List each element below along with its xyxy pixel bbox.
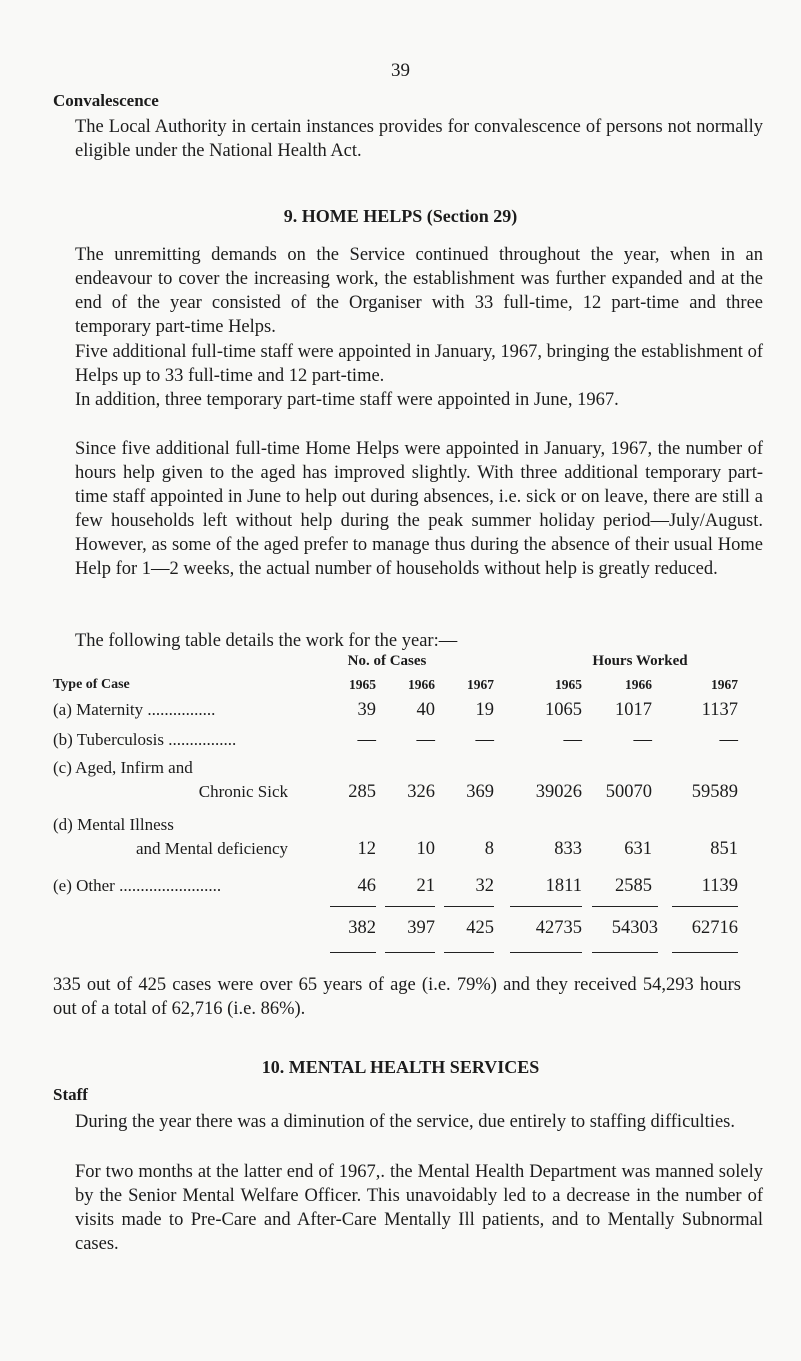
convalescence-paragraph: The Local Authority in certain instances provides for convalescence of persons not normally eligible under the National Health Act. [75,117,763,161]
cell: — [475,730,494,750]
cell: 369 [466,782,494,802]
row-label: (d) Mental Illness [53,815,174,834]
year-header: 1965 [349,677,376,692]
year-header: 1967 [467,677,494,692]
total-cell: 397 [407,918,435,938]
convalescence-heading: Convalescence [53,91,159,110]
total-rule [510,906,582,907]
cell: 285 [348,782,376,802]
cell: 50070 [605,782,652,802]
year-header: 1966 [625,677,652,692]
cell: 833 [554,839,582,859]
staff-subheading: Staff [53,1085,88,1104]
year-header: 1967 [711,677,738,692]
table-intro: The following table details the work for the year:— [75,631,458,651]
total-cell: 382 [348,918,376,938]
cell: 851 [710,839,738,859]
cell: 326 [407,782,435,802]
cell: 10 [416,839,435,859]
row-label: Chronic Sick [198,782,288,801]
cell: 46 [357,876,376,896]
home-helps-paragraph-3: In addition, three temporary part-time staff were appointed in June, 1967. [75,390,619,410]
mental-health-paragraph-1: During the year there was a diminution of the service, due entirely to staffing difficulties. [75,1112,735,1132]
total-rule [444,906,494,907]
group-header-cases: No. of Cases [347,653,427,669]
row-label: (b) Tuberculosis ................ [53,730,237,749]
cell: 19 [475,700,494,720]
page-number: 39 [391,60,410,81]
home-helps-paragraph-1: The unremitting demands on the Service continued throughout the year, when in an endeavour to cover the increasing work, the establishment was further expanded and at the end of the year consisted of the Organiser with 33 full-time, 12 part-time and three temporary part-time Helps. [75,245,763,337]
mental-health-paragraph-2: For two months at the latter end of 1967,. the Mental Health Department was manned solely by the Senior Mental Welfare Officer. This unavoidably led to a decrease in the number of visits made to Pre-Care and After-Care Mentally Ill patients, and to Mentally Subnormal cases. [75,1162,763,1254]
cell: 1811 [545,876,582,896]
cell: 1137 [701,700,738,720]
total-cell: 54303 [611,918,658,938]
year-header: 1966 [408,677,435,692]
cell: — [416,730,435,750]
total-rule [385,952,435,953]
home-helps-paragraph-4: Since five additional full-time Home Helps were appointed in January, 1967, the number of hours help given to the aged has improved slightly. With three additional temporary part-time staff appointed in June to help out during absences, i.e. sick or on leave, there are still a few households left without help during the peak summer holiday period—July/August. However, as some of the aged prefer to manage thus during the absence of their usual Home Help for 1—2 weeks, the actual number of households without help is greatly reduced. [75,439,763,579]
cell: 1139 [701,876,738,896]
total-rule [510,952,582,953]
cell: — [633,730,652,750]
cell: 12 [357,839,376,859]
cell: 59589 [691,782,738,802]
total-cell: 42735 [535,918,582,938]
type-header: Type of Case [53,677,130,692]
total-rule [444,952,494,953]
home-helps-heading: 9. HOME HELPS (Section 29) [283,206,518,226]
cell: 1017 [615,700,652,720]
group-header-hours: Hours Worked [592,653,688,669]
total-rule [672,906,738,907]
cell: 32 [475,876,494,896]
total-rule [592,906,658,907]
row-label: (e) Other ........................ [53,876,222,895]
total-rule [672,952,738,953]
cell: 21 [416,876,435,896]
total-cell: 62716 [691,918,738,938]
cell: — [719,730,738,750]
total-rule [385,906,435,907]
total-rule [592,952,658,953]
total-cell: 425 [466,918,494,938]
mental-health-heading: 10. MENTAL HEALTH SERVICES [261,1057,540,1077]
cell: — [357,730,376,750]
cell: 631 [624,839,652,859]
cell: 8 [484,839,494,859]
home-helps-summary: 335 out of 425 cases were over 65 years of age (i.e. 79%) and they received 54,293 hours out of a total of 62,716 (i.e. 86%). [53,975,741,1019]
home-helps-paragraph-2: Five additional full-time staff were appointed in January, 1967, bringing the establishment of Helps up to 33 full-time and 12 part-time. [75,342,763,386]
total-rule [330,952,376,953]
cell: — [563,730,582,750]
row-label: (c) Aged, Infirm and [53,758,193,777]
cell: 39026 [535,782,582,802]
row-label: and Mental deficiency [136,839,288,858]
cell: 39 [357,700,376,720]
cell: 40 [416,700,435,720]
row-label: (a) Maternity ................ [53,700,216,719]
year-header: 1965 [555,677,582,692]
total-rule [330,906,376,907]
cell: 1065 [545,700,582,720]
cell: 2585 [615,876,652,896]
